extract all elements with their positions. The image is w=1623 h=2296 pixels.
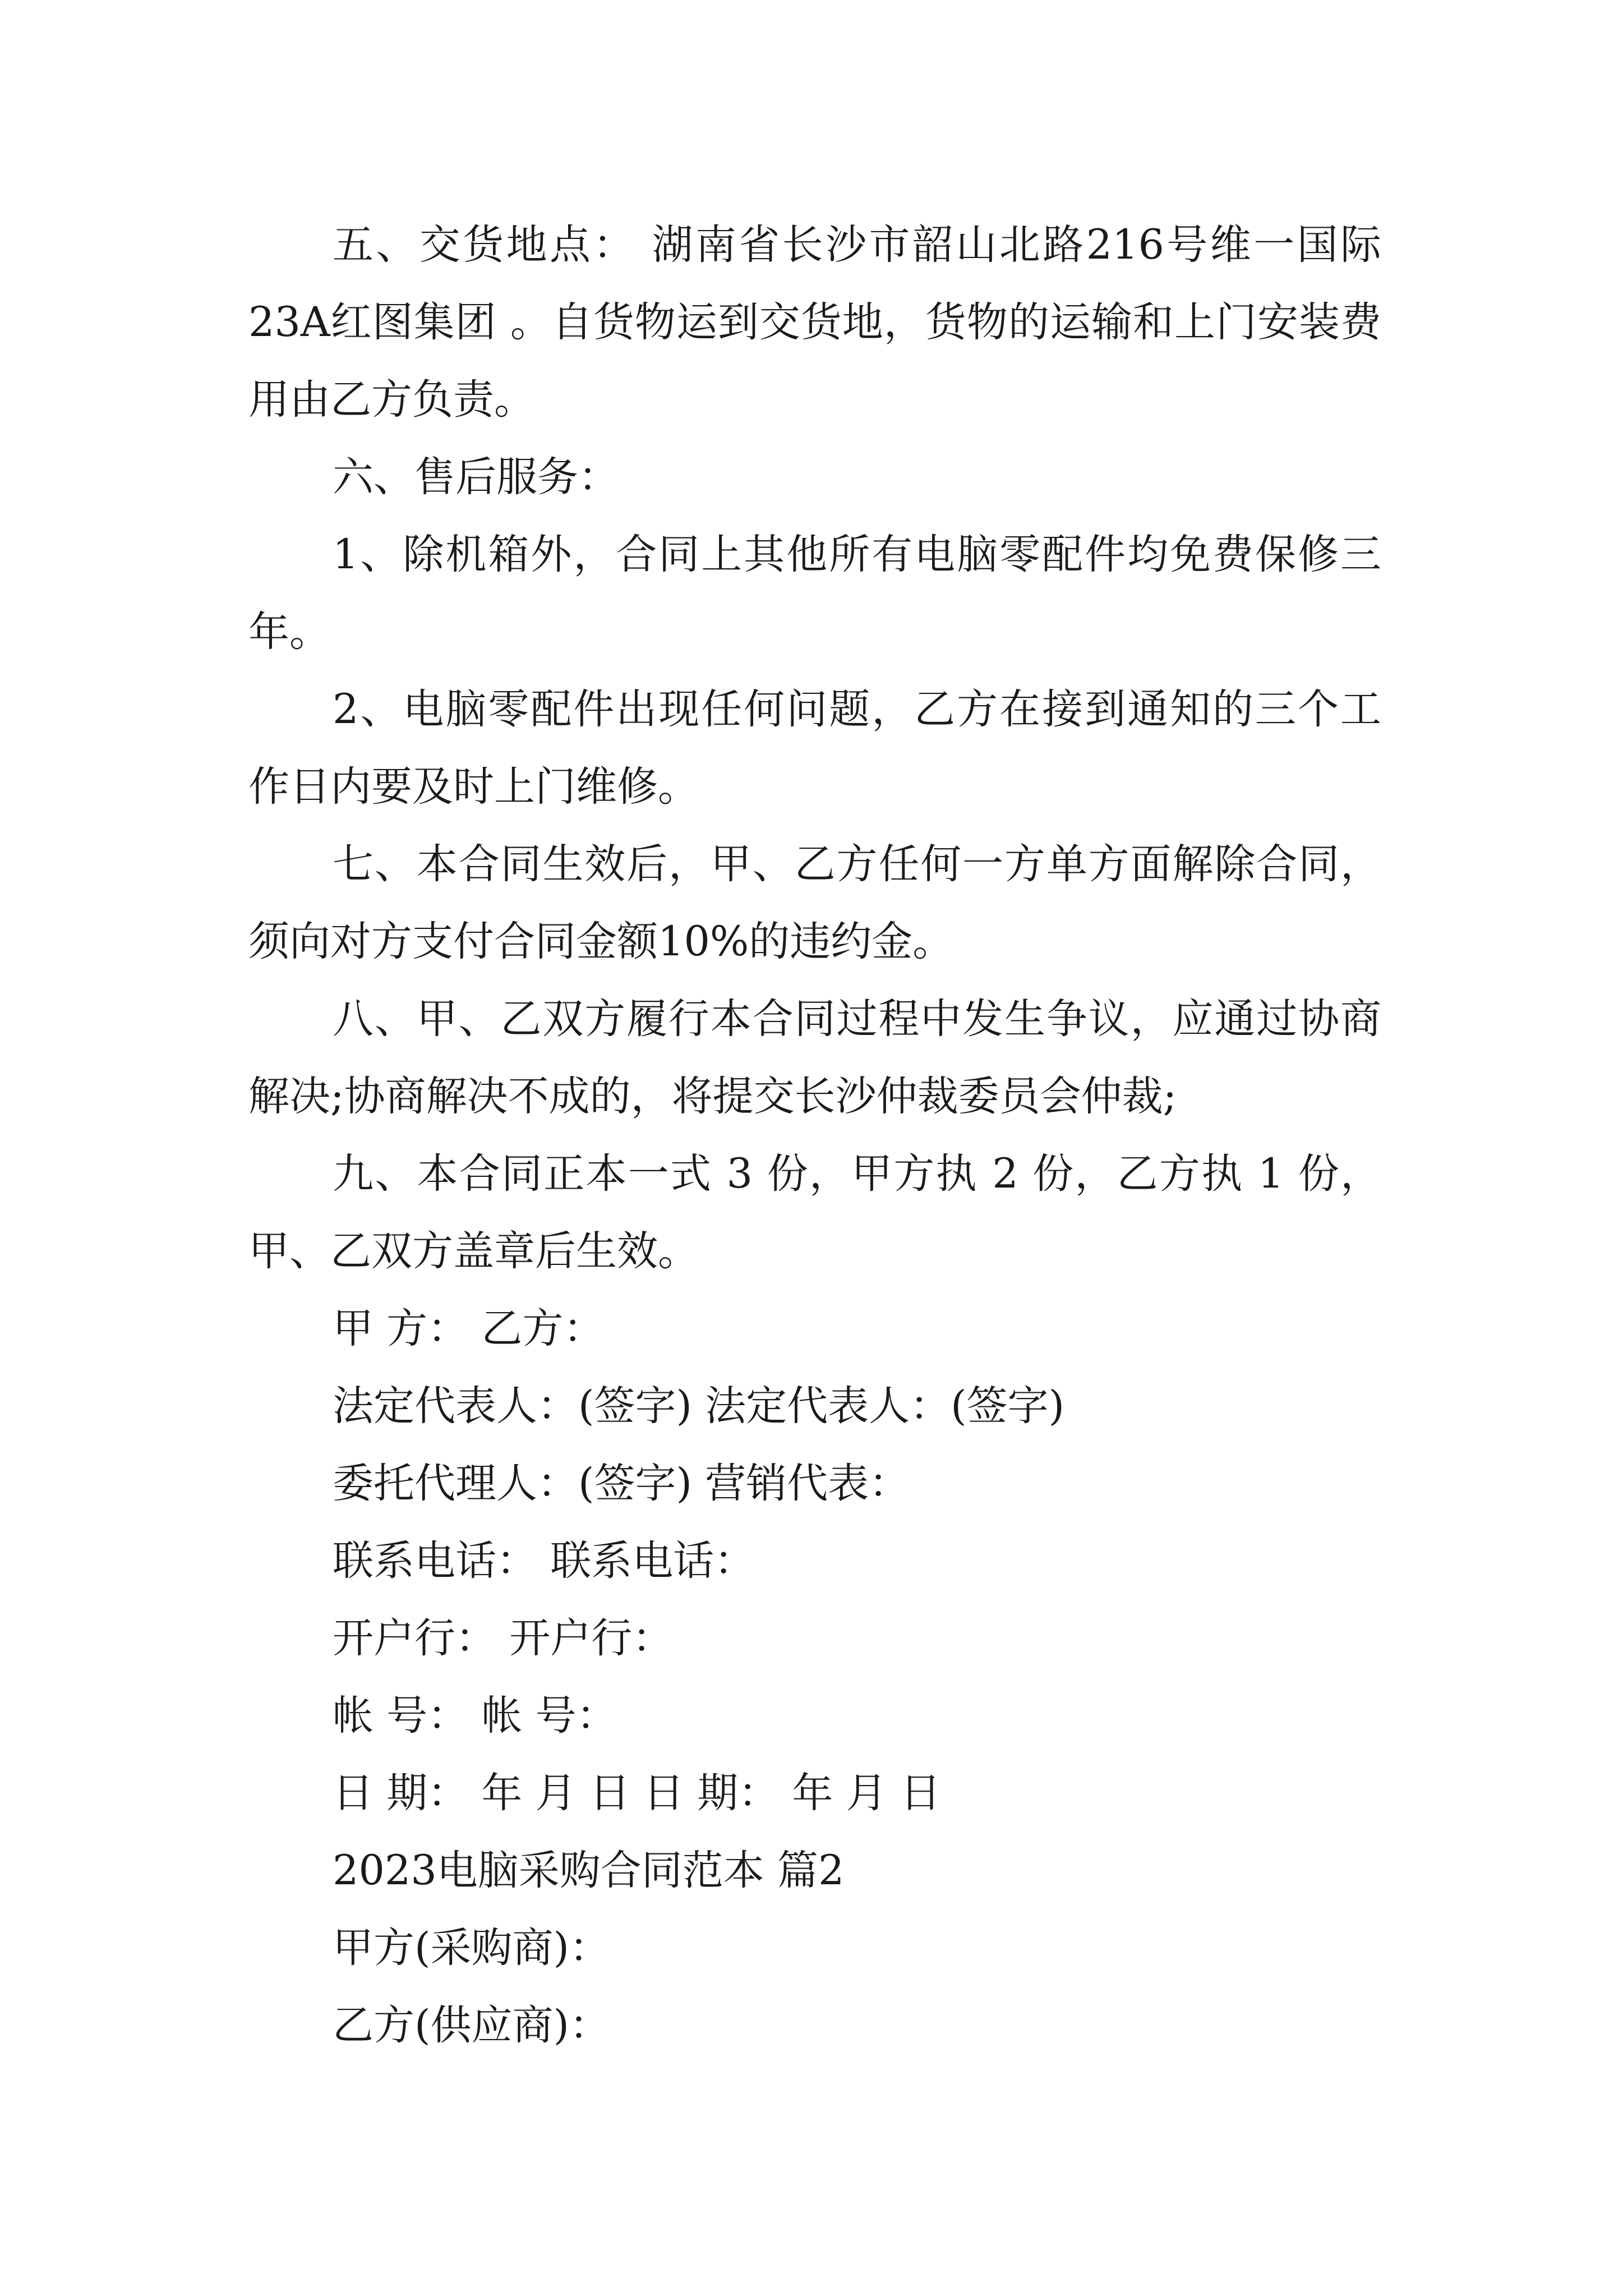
paragraph-dispute: 八、甲、乙双方履行本合同过程中发生争议，应通过协商解决;协商解决不成的，将提交长沙仲裁委员会仲裁; <box>248 995 1381 1120</box>
paragraph-delivery-location: 五、交货地点： 湖南省长沙市韶山北路216号维一国际23A红图集团 。自货物运到交货地，货物的运输和上门安装费用由乙方负责。 <box>248 221 1381 424</box>
party-a-buyer: 甲方(采购商)： <box>333 1924 610 1972</box>
paragraph-termination: 七、本合同生效后，甲、乙方任何一方单方面解除合同，须向对方支付合同金额10%的违约金。 <box>248 840 1381 965</box>
document-body <box>248 206 1381 2064</box>
paragraph-copies: 九、本合同正本一式 3 份，甲方执 2 份，乙方执 1 份，甲、乙双方盖章后生效。 <box>248 1150 1381 1275</box>
signature-bank: 开户行： 开户行： <box>333 1614 674 1662</box>
signature-legal-representative: 法定代表人：(签字) 法定代表人：(签字) <box>333 1382 1065 1430</box>
signature-account: 帐 号： 帐 号： <box>333 1692 617 1740</box>
signature-phone: 联系电话： 联系电话： <box>333 1537 755 1585</box>
signature-parties: 甲 方： 乙方： <box>333 1305 605 1352</box>
paragraph-after-sales-heading: 六、售后服务： <box>333 453 619 501</box>
signature-agent: 委托代理人：(签字) 营销代表： <box>333 1460 910 1507</box>
paragraph-repair: 2、电脑零配件出现任何问题，乙方在接到通知的三个工作日内要及时上门维修。 <box>248 685 1381 811</box>
signature-date: 日 期： 年 月 日 日 期： 年 月 日 <box>333 1769 941 1817</box>
paragraph-warranty: 1、除机箱外，合同上其他所有电脑零配件均免费保修三年。 <box>248 531 1381 656</box>
party-b-supplier: 乙方(供应商)： <box>333 2001 610 2049</box>
section-title-part2: 2023电脑采购合同范本 篇2 <box>333 1847 845 1894</box>
